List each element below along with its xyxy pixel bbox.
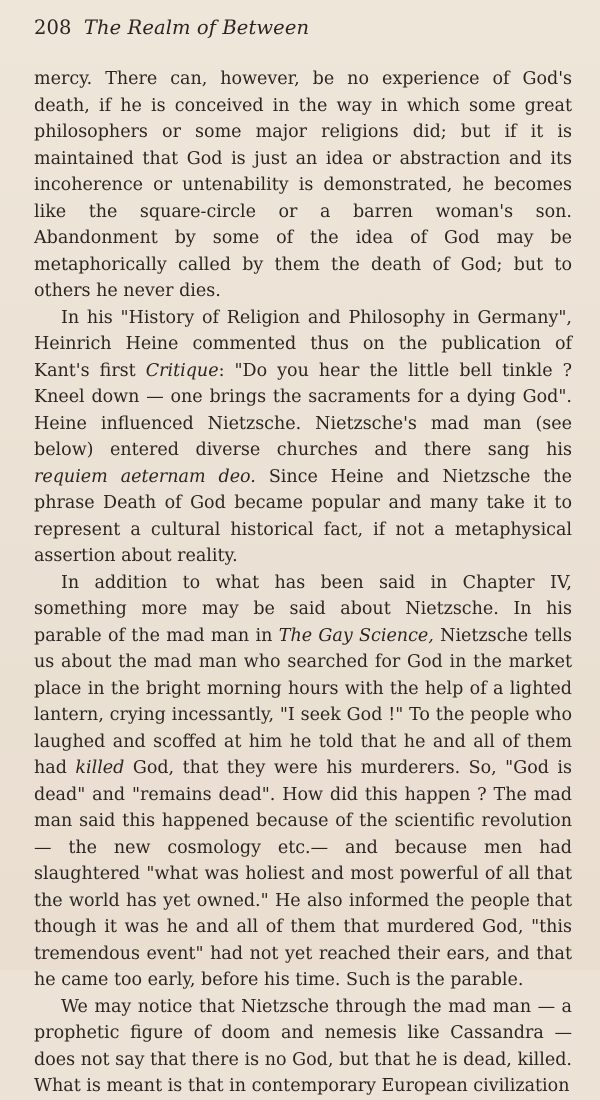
paragraph-4-text: We may notice that Nietzsche through the mad man — a prophetic figure of doom and nemesis like Cassandra — does not say that there is no God, but that he is dead, killed. What is meant is that in contemporary European civilization: [34, 996, 572, 1096]
gay-science-italic: The Gay Science,: [278, 625, 434, 646]
page-number: 208: [34, 16, 72, 39]
critique-italic: Critique: [145, 360, 219, 381]
paragraph-3-text: In addition to what has been said in Chapter IV, something more may be said about Nietzsche. In his parable of the mad man in: [34, 572, 572, 646]
paragraph-2-text: In his "History of Religion and Philosophy in Germany", Heinrich Heine commented thus on the publication of Kant's first: [34, 307, 572, 381]
paragraph-2-text: : "Do you hear the little bell tinkle ? Kneel down — one brings the sacraments for a dying God". Heine influenced Nietzsche. Nietzsche's mad man (see below) entered diverse churches and there sang his: [34, 360, 572, 460]
paragraph-1: [34, 66, 572, 305]
body-text: [34, 66, 572, 1100]
requiem-italic: requiem aeternam deo.: [34, 466, 256, 487]
running-title: The Realm of Between: [83, 16, 310, 39]
paragraph-2-text: Since Heine and Nietzsche the phrase Death of God became popular and many take it to represent a cultural historical fact, if not a metaphysical assertion about reality.: [34, 466, 572, 566]
paragraph-3-text: Nietzsche tells us about the mad man who searched for God in the market place in the bright morning hours with the help of a lighted lantern, crying incessantly, "I seek God !" To the people who laughed and scoffed at him he told that he and all of them had: [34, 625, 572, 778]
paragraph-2: [34, 305, 572, 570]
killed-italic: killed: [75, 758, 125, 778]
paragraph-1-text: mercy. There can, however, be no experience of God's death, if he is conceived in the way in which some great philosophers or some major religions did; but if it is maintained that God is just an idea or abstraction and its incoherence or untenability is demonstrated, he becomes like the square-circle or a barren woman's son. Abandonment by some of the idea of God may be metaphorically called by them the death of God; but to others he never dies.: [34, 69, 572, 301]
paragraph-3-text: God, that they were his murderers. So, "God is dead" and "remains dead". How did this happen ? The mad man said this happened because of the scientific revolution — the new cosmology etc.— and because men had slaughtered "what was holiest and most powerful of all that the world has yet owned." He also informed the people that though it was he and all of them that murdered God, "this tremendous event" had not yet reached their ears, and that he came too early, before his time. Such is the parable.: [34, 758, 572, 990]
page-header: [34, 18, 309, 38]
paragraph-3: [34, 570, 572, 994]
paragraph-4: [34, 994, 572, 1100]
